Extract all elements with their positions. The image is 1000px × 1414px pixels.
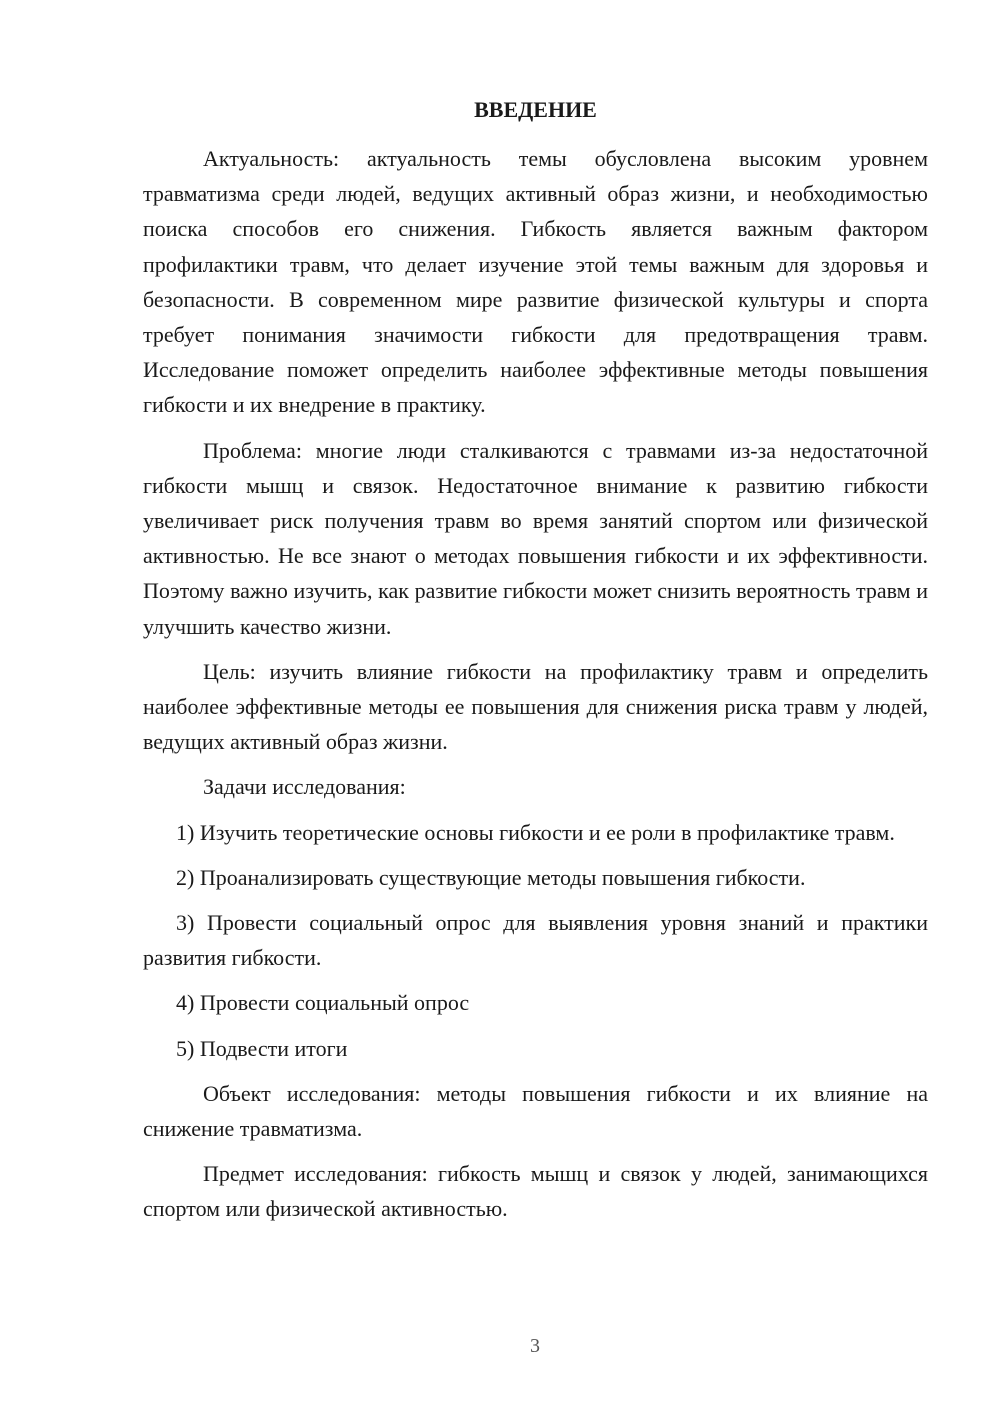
research-subject-paragraph: Предмет исследования: гибкость мышц и связок у людей, занимающихся спортом или физической активностью. [143, 1161, 928, 1222]
research-object-paragraph: Объект исследования: методы повышения гибкости и их влияние на снижение травматизма. [143, 1080, 928, 1142]
problem-paragraph: Проблема: многие люди сталкиваются с травмами из-за недостаточной гибкости мышц и связок. Недостаточное внимание к развитию гибкости увеличивает риск получения травм во время занятий спортом или физической активностью. Не все знают о методах повышения гибкости и их эффективности. Поэтому важно изучить, как развитие гибкости может снизить вероятность травм и улучшить качество жизни. [143, 437, 928, 639]
task-item-3: 3) Провести социальный опрос для выявления уровня знаний и практики развития гибкости. [143, 910, 928, 971]
relevance-paragraph: Актуальность: актуальность темы обусловлена высоким уровнем травматизма среди людей, ведущих активный образ жизни, и необходимостью поиска способов его снижения. Гибкость является важным фактором профилактики травм, что делает изучение этой темы важным для здоровья и безопасности. В современном мире развитие физической культуры и спорта требует понимания значимости гибкости для предотвращения травм. Исследование поможет определить наиболее эффективные методы повышения гибкости и их внедрение в практику. [143, 146, 928, 418]
task-item-1: 1) Изучить теоретические основы гибкости и ее роли в профилактике травм. [176, 819, 895, 845]
page-title: ВВЕДЕНИЕ [474, 97, 597, 122]
page-number: 3 [530, 1335, 540, 1357]
document-page [143, 94, 928, 1237]
task-item-5: 5) Подвести итоги [176, 1035, 348, 1061]
goal-paragraph: Цель: изучить влияние гибкости на профилактику травм и определить наиболее эффективные методы ее повышения для снижения риска травм у людей, ведущих активный образ жизни. [143, 658, 928, 755]
task-item-2: 2) Проанализировать существующие методы повышения гибкости. [176, 864, 806, 890]
task-item-4: 4) Провести социальный опрос [176, 990, 470, 1016]
tasks-heading: Задачи исследования: [203, 774, 406, 800]
